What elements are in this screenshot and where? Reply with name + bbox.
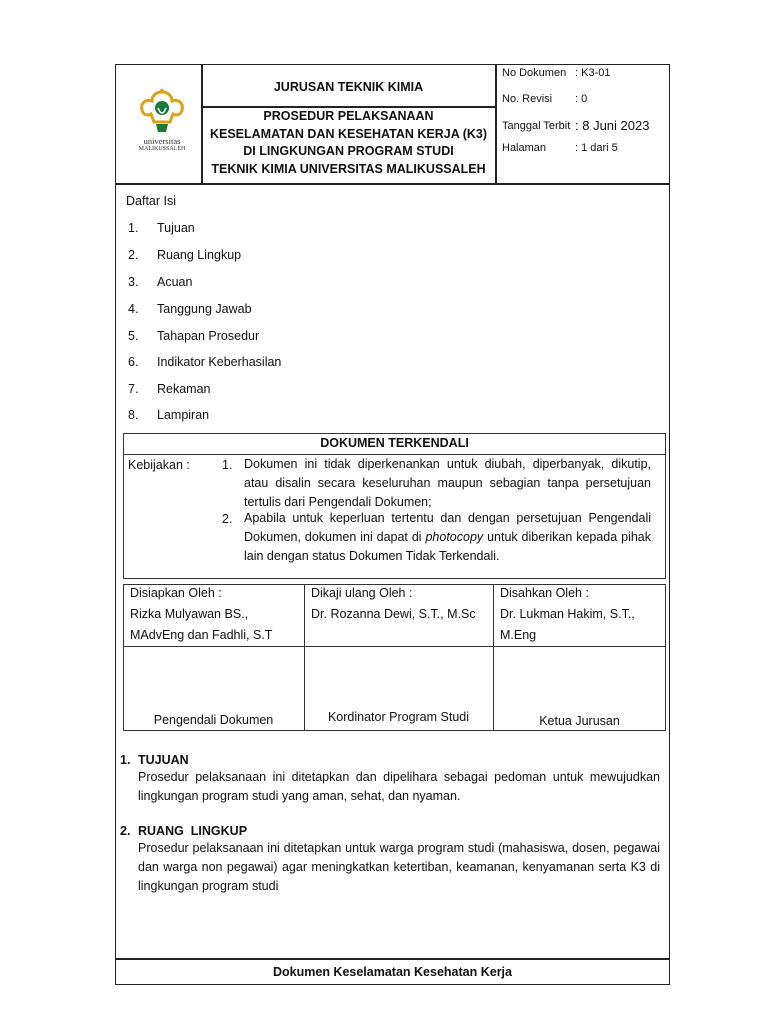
meta-label-doc-number: No Dokumen [502, 67, 567, 79]
section-number: 2. [120, 824, 131, 838]
policy-point-text-italic: photocopy [425, 530, 484, 544]
signature-position: Pengendali Dokumen [153, 713, 274, 727]
signature-role-label: Dikaji ulang Oleh : [311, 586, 413, 600]
meta-value-page: : 1 dari 5 [575, 142, 618, 154]
toc-item-number: 8. [128, 408, 139, 422]
signature-name-line: Dr. Rozanna Dewi, S.T., M.Sc [311, 607, 476, 621]
signature-role-label: Disahkan Oleh : [500, 586, 589, 600]
university-name-top: universitas [143, 136, 181, 146]
toc-item-number: 2. [128, 248, 139, 262]
document-title-line: PROSEDUR PELAKSANAAN [263, 109, 434, 123]
signature-position: Kordinator Program Studi [327, 710, 470, 724]
section-number: 1. [120, 753, 131, 767]
policy-label: Kebijakan : [128, 458, 190, 472]
signature-position: Ketua Jurusan [539, 714, 620, 728]
toc-item-acuan[interactable]: Acuan [157, 275, 193, 289]
signature-row-divider [123, 646, 666, 647]
signature-role-label: Disiapkan Oleh : [130, 586, 222, 600]
document-title [202, 108, 495, 178]
university-name-bottom: MALIKUSSALEH [138, 146, 186, 152]
controlled-heading: DOKUMEN TERKENDALI [320, 436, 469, 450]
section-body-ruang-lingkup: Prosedur pelaksanaan ini ditetapkan untuk warga program studi (mahasiswa, dosen, pegawai dan warga non pegawai) agar meningkatkan ketertiban, keamanan, kenyamanan serta K3 di lingkungan program studi [138, 841, 660, 893]
university-emblem-icon [134, 88, 190, 138]
signature-column-divider [493, 584, 494, 731]
toc-item-indikator-keberhasilan[interactable]: Indikator Keberhasilan [157, 355, 282, 369]
document-title-line: KESELAMATAN DAN KESEHATAN KERJA (K3) [209, 126, 488, 141]
toc-item-number: 1. [128, 221, 139, 235]
toc-item-ruang-lingkup[interactable]: Ruang Lingkup [157, 248, 242, 262]
meta-value-issue-date: : 8 Juni 2023 [575, 118, 650, 133]
toc-item-number: 7. [128, 382, 139, 396]
header-bottom-line [115, 183, 670, 185]
meta-value-doc-number: : K3-01 [575, 67, 611, 79]
header-meta-divider [495, 64, 497, 184]
department-title: JURUSAN TEKNIK KIMIA [273, 80, 424, 94]
toc-item-rekaman[interactable]: Rekaman [157, 382, 211, 396]
toc-item-lampiran[interactable]: Lampiran [157, 408, 210, 422]
policy-point-number: 1. [222, 458, 233, 472]
meta-label-page: Halaman [502, 142, 547, 154]
toc-item-tujuan[interactable]: Tujuan [157, 221, 195, 235]
policy-point-text-part: Apabila untuk keperluan tertentu dan dengan persetujuan Pengendali Dokumen, dokumen ini dapat di [244, 511, 651, 544]
footer-text: Dokumen Keselamatan Kesehatan Kerja [273, 965, 512, 979]
document-title-line: DI LINGKUNGAN PROGRAM STUDI [243, 144, 454, 158]
document-title-line: TEKNIK KIMIA UNIVERSITAS MALIKUSSALEH [211, 161, 486, 176]
meta-value-revision: : 0 [575, 93, 588, 105]
toc-item-number: 5. [128, 329, 139, 343]
section-body-tujuan: Prosedur pelaksanaan ini ditetapkan dan dipelihara sebagai pedoman untuk mewujudkan lingkungan program studi yang aman, sehat, dan nyaman. [138, 770, 660, 803]
section-title-ruang-lingkup: RUANG LINGKUP [138, 824, 248, 838]
meta-label-revision: No. Revisi [502, 93, 553, 105]
toc-heading: Daftar Isi [126, 194, 177, 208]
toc-item-number: 4. [128, 302, 139, 316]
signature-name-line: Rizka Mulyawan BS., [130, 607, 249, 621]
policy-point-text-part: untuk diberikan kepada pihak lain dengan status Dokumen Tidak Terkendali. [244, 530, 651, 563]
policy-point-number: 2. [222, 512, 233, 526]
section-title-tujuan: TUJUAN [138, 753, 189, 767]
toc-item-number: 6. [128, 355, 139, 369]
signature-name-line: Dr. Lukman Hakim, S.T., [500, 607, 635, 621]
meta-label-issue-date: Tanggal Terbit [502, 120, 571, 132]
policy-point-text: Dokumen ini tidak diperkenankan untuk diubah, diperbanyak, dikutip, atau disalin secara keseluruhan maupun sebagian tanpa persetujuan tertulis dari Pengendali Dokumen; [244, 457, 651, 509]
toc-item-tanggung-jawab[interactable]: Tanggung Jawab [157, 302, 252, 316]
toc-item-number: 3. [128, 275, 139, 289]
signature-column-divider [304, 584, 305, 731]
policy-point-text [244, 509, 651, 566]
footer-divider [115, 958, 670, 960]
university-logo [134, 88, 190, 158]
toc-item-tahapan-prosedur[interactable]: Tahapan Prosedur [157, 329, 260, 343]
signature-name-line: M.Eng [500, 628, 537, 642]
signature-name-line: MAdvEng dan Fadhli, S.T [130, 628, 273, 642]
